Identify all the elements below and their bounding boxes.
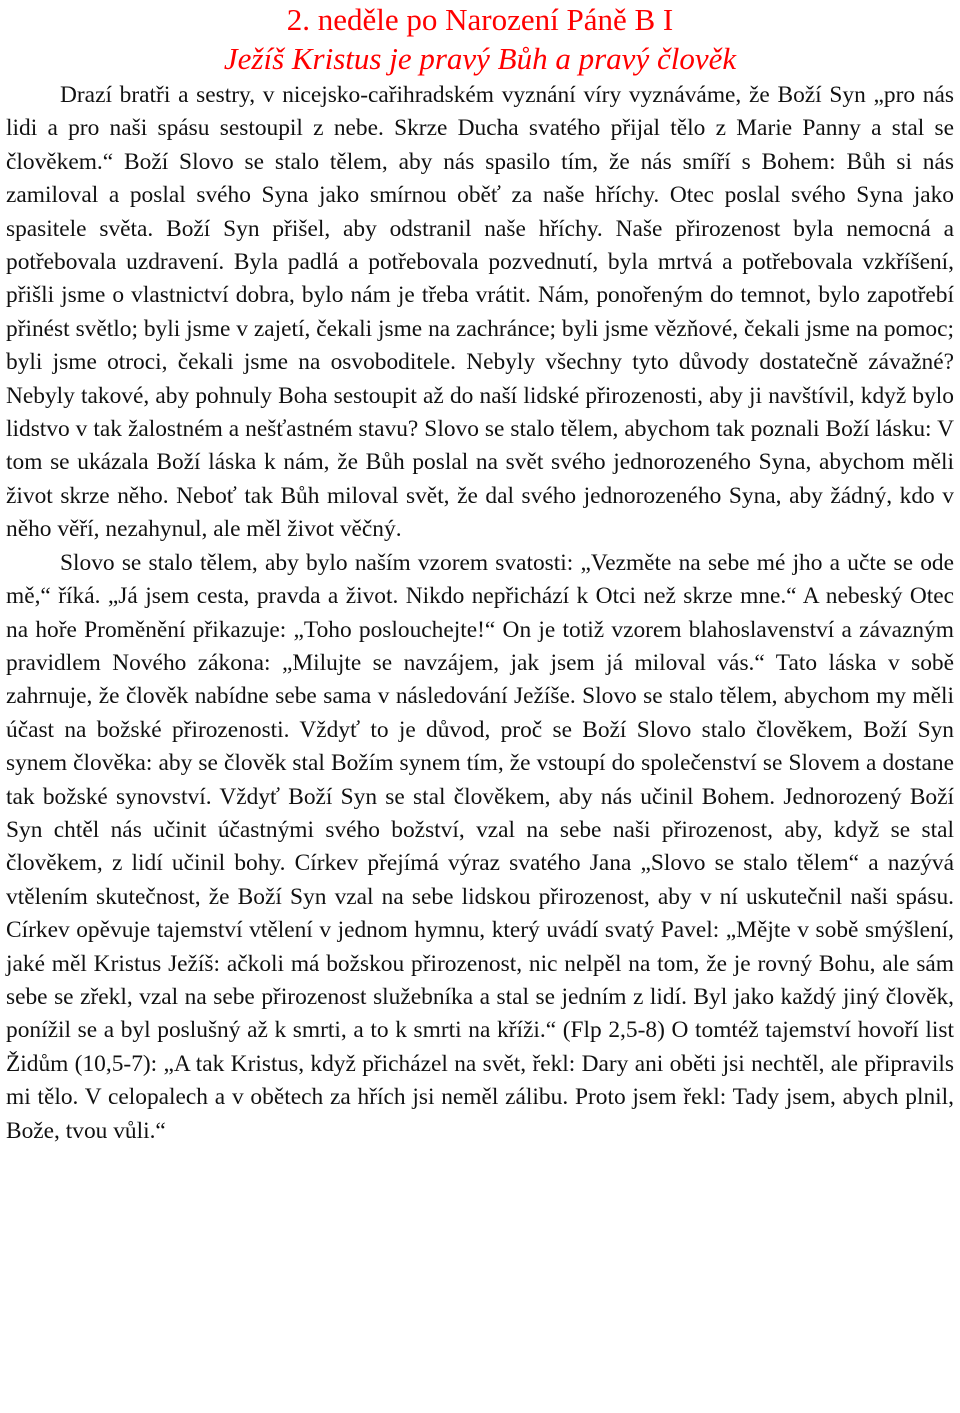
paragraph-1: Drazí bratři a sestry, v nicejsko-cařihradském vyznání víry vyznáváme, že Boží Syn „pro nás lidi a pro naši spásu sestoupil z nebe. Skrze Ducha svatého přijal tělo z Marie Panny a stal se člověkem.“ Boží Slovo se stalo tělem, aby nás spasilo tím, že nás smíří s Bohem: Bůh si nás zamiloval a poslal svého Syna jako smírnou oběť za naše hříchy. Otec poslal svého Syna jako spasitele světa. Boží Syn přišel, aby odstranil naše hříchy. Naše přirozenost byla nemocná a potřebovala uzdravení. Byla padlá a potřebovala pozvednutí, byla mrtvá a potřebovala vzkříšení, přišli jsme o vlastnictví dobra, bylo nám je třeba vrátit. Nám, ponořeným do temnot, bylo zapotřebí přinést světlo; byli jsme v zajetí, čekali jsme na zachránce; byli jsme vězňové, čekali jsme na pomoc; byli jsme otroci, čekali jsme na osvoboditele. Nebyly všechny tyto důvody dostatečně závažné? Nebyly takové, aby pohnuly Boha sestoupit až do naší lidské přirozenosti, aby ji navštívil, když bylo lidstvo v tak žalostném a nešťastném stavu? Slovo se stalo tělem, abychom tak poznali Boží lásku: V tom se ukázala Boží láska k nám, že Bůh poslal na svět svého jednorozeného Syna, abychom měli život skrze něho. Neboť tak Bůh miloval svět, že dal svého jednorozeného Syna, aby žádný, kdo v něho věří, nezahynul, ale měl život věčný. (6, 82, 954, 543)
page-subtitle: Ježíš Kristus je pravý Bůh a pravý člověk (223, 41, 737, 76)
paragraph-2: Slovo se stalo tělem, aby bylo naším vzorem svatosti: „Vezměte na sebe mé jho a učte se ode mě,“ říká. „Já jsem cesta, pravda a život. Nikdo nepřichází k Otci než skrze mne.“ A nebeský Otec na hoře Proměnění přikazuje: „Toho poslouchejte!“ On je totiž vzorem blahoslavenství a závazným pravidlem Nového zákona: „Milujte se navzájem, jak jsem já miloval vás.“ Tato láska v sobě zahrnuje, že člověk nabídne sebe sama v následování Ježíše. Slovo se stalo tělem, abychom my měli účast na božské přirozenosti. Vždyť to je důvod, proč se Boží Slovo stalo člověkem, Boží Syn synem člověka: aby se člověk stal Božím synem tím, že vstoupí do společenství se Slovem a dostane tak božské synovství. Vždyť Boží Syn se stal člověkem, aby nás učinil Bohem. Jednorozený Boží Syn chtěl nás učinit účastnými svého božství, vzal na sebe naši přirozenost, aby, když se stal člověkem, z lidí učinil bohy. Církev přejímá výraz svatého Jana „Slovo se stalo tělem“ a nazývá vtělením skutečnost, že Boží Syn vzal na sebe lidskou přirozenost, aby v ní uskutečnil naši spásu. Církev opěvuje tajemství vtělení v jednom hymnu, který uvádí svatý Pavel: „Mějte v sobě smýšlení, jaké měl Kristus Ježíš: ačkoli má božskou přirozenost, nic nelpěl na tom, že je rovný Bohu, ale sám sebe se zřekl, vzal na sebe přirozenost služebníka a stal se jedním z lidí. Byl jako každý jiný člověk, ponížil se a byl poslušný až k smrti, a to k smrti na kříži.“ (Flp 2,5-8) O tomtéž tajemství hovoří list Židům (10,5-7): „A tak Kristus, když přicházel na svět, řekl: Dary ani oběti jsi nechtěl, ale připravils mi tělo. V celopalech a v obětech za hřích jsi neměl zálibu. Proto jsem řekl: Tady jsem, abych plnil, Bože, tvou vůli.“ (6, 549, 954, 1144)
page-title: 2. neděle po Narození Páně B I (286, 2, 674, 37)
document-page (0, 1, 960, 1413)
